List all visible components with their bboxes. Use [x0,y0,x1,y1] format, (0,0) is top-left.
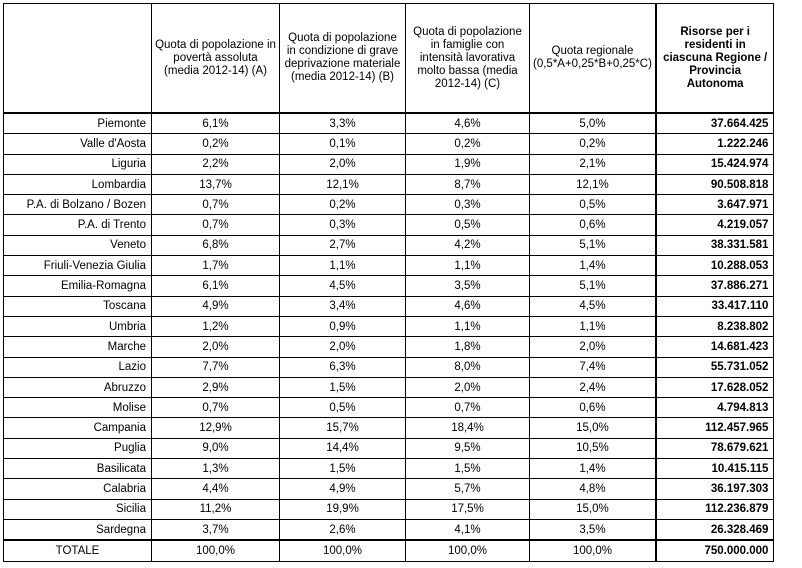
deprivation-b-cell: 6,3% [280,357,406,377]
poverty-a-cell: 1,3% [152,459,280,479]
region-cell: Sardegna [4,519,152,540]
poverty-a-cell: 3,7% [152,519,280,540]
work-intensity-c-cell: 3,5% [406,276,530,296]
poverty-a-cell: 9,0% [152,438,280,458]
resources-cell: 90.508.818 [656,174,774,194]
deprivation-b-cell: 100,0% [280,540,406,561]
deprivation-b-cell: 0,3% [280,215,406,235]
deprivation-b-cell: 2,6% [280,519,406,540]
region-cell: Calabria [4,479,152,499]
table-row [4,377,774,397]
resources-cell: 10.288.053 [656,256,774,276]
region-cell: Campania [4,418,152,438]
resources-cell: 750.000.000 [656,540,774,561]
header-regional-share: Quota regionale (0,5*A+0,25*B+0,25*C) [530,4,656,114]
poverty-a-cell: 13,7% [152,174,280,194]
table-row [4,459,774,479]
regional-share-cell: 1,4% [530,459,656,479]
resources-cell: 4.219.057 [656,215,774,235]
work-intensity-c-cell: 0,5% [406,215,530,235]
region-cell: P.A. di Bolzano / Bozen [4,195,152,215]
resources-cell: 26.328.469 [656,519,774,540]
work-intensity-c-cell: 1,1% [406,316,530,336]
resources-cell: 33.417.110 [656,296,774,316]
regional-share-cell: 7,4% [530,357,656,377]
table-row [4,134,774,154]
deprivation-b-cell: 15,7% [280,418,406,438]
deprivation-b-cell: 19,9% [280,499,406,519]
table-row [4,316,774,336]
poverty-a-cell: 1,2% [152,316,280,336]
deprivation-b-cell: 0,2% [280,195,406,215]
deprivation-b-cell: 0,9% [280,316,406,336]
region-cell: Toscana [4,296,152,316]
work-intensity-c-cell: 4,1% [406,519,530,540]
total-row [4,540,774,561]
resources-table [3,3,774,562]
header-region [4,4,152,114]
resources-cell: 3.647.971 [656,195,774,215]
poverty-a-cell: 6,1% [152,113,280,134]
resources-cell: 17.628.052 [656,377,774,397]
poverty-a-cell: 7,7% [152,357,280,377]
region-cell: Lombardia [4,174,152,194]
regional-share-cell: 100,0% [530,540,656,561]
deprivation-b-cell: 1,5% [280,459,406,479]
resources-cell: 4.794.813 [656,398,774,418]
header-work-intensity-c: Quota di popolazione in famiglie con intensità lavorativa molto bassa (media 2012-14) (C) [406,4,530,114]
poverty-a-cell: 2,9% [152,377,280,397]
work-intensity-c-cell: 4,6% [406,113,530,134]
regional-share-cell: 0,5% [530,195,656,215]
deprivation-b-cell: 0,1% [280,134,406,154]
header-deprivation-b: Quota di popolazione in condizione di grave deprivazione materiale (media 2012-14) (B) [280,4,406,114]
work-intensity-c-cell: 1,1% [406,256,530,276]
resources-cell: 112.236.879 [656,499,774,519]
work-intensity-c-cell: 4,6% [406,296,530,316]
resources-cell: 10.415.115 [656,459,774,479]
header-resources: Risorse per i residenti in ciascuna Regione / Provincia Autonoma [656,4,774,114]
work-intensity-c-cell: 1,9% [406,154,530,174]
work-intensity-c-cell: 100,0% [406,540,530,561]
poverty-a-cell: 0,7% [152,215,280,235]
regional-share-cell: 10,5% [530,438,656,458]
deprivation-b-cell: 2,0% [280,154,406,174]
region-cell: Veneto [4,235,152,255]
region-cell: Emilia-Romagna [4,276,152,296]
table-row [4,337,774,357]
regional-share-cell: 15,0% [530,499,656,519]
regional-share-cell: 4,8% [530,479,656,499]
table-row [4,357,774,377]
table-row [4,296,774,316]
header-row [4,4,774,114]
region-cell: Sicilia [4,499,152,519]
regional-share-cell: 0,6% [530,398,656,418]
poverty-a-cell: 1,7% [152,256,280,276]
poverty-a-cell: 0,7% [152,195,280,215]
table-row [4,438,774,458]
work-intensity-c-cell: 5,7% [406,479,530,499]
work-intensity-c-cell: 2,0% [406,377,530,397]
region-cell: Piemonte [4,113,152,134]
regional-share-cell: 5,1% [530,235,656,255]
deprivation-b-cell: 3,3% [280,113,406,134]
regional-share-cell: 3,5% [530,519,656,540]
regional-share-cell: 1,1% [530,316,656,336]
regional-share-cell: 2,1% [530,154,656,174]
region-cell: Marche [4,337,152,357]
resources-cell: 8.238.802 [656,316,774,336]
work-intensity-c-cell: 0,2% [406,134,530,154]
work-intensity-c-cell: 9,5% [406,438,530,458]
deprivation-b-cell: 2,0% [280,337,406,357]
table-row [4,215,774,235]
deprivation-b-cell: 3,4% [280,296,406,316]
poverty-a-cell: 0,7% [152,398,280,418]
table-row [4,499,774,519]
deprivation-b-cell: 12,1% [280,174,406,194]
region-cell: Puglia [4,438,152,458]
table-row [4,195,774,215]
region-cell: Umbria [4,316,152,336]
poverty-a-cell: 11,2% [152,499,280,519]
regional-share-cell: 12,1% [530,174,656,194]
table-row [4,479,774,499]
work-intensity-c-cell: 0,3% [406,195,530,215]
regional-share-cell: 1,4% [530,256,656,276]
poverty-a-cell: 4,4% [152,479,280,499]
region-cell: Liguria [4,154,152,174]
deprivation-b-cell: 1,1% [280,256,406,276]
header-poverty-a: Quota di popolazione in povertà assoluta (media 2012-14) (A) [152,4,280,114]
resources-cell: 38.331.581 [656,235,774,255]
resources-cell: 55.731.052 [656,357,774,377]
work-intensity-c-cell: 18,4% [406,418,530,438]
region-cell: Lazio [4,357,152,377]
resources-cell: 36.197.303 [656,479,774,499]
poverty-a-cell: 4,9% [152,296,280,316]
regional-share-cell: 0,6% [530,215,656,235]
deprivation-b-cell: 4,9% [280,479,406,499]
regional-share-cell: 5,1% [530,276,656,296]
work-intensity-c-cell: 8,0% [406,357,530,377]
regional-share-cell: 5,0% [530,113,656,134]
table-row [4,418,774,438]
work-intensity-c-cell: 1,8% [406,337,530,357]
table-row [4,256,774,276]
work-intensity-c-cell: 17,5% [406,499,530,519]
region-cell: Friuli-Venezia Giulia [4,256,152,276]
resources-cell: 78.679.621 [656,438,774,458]
deprivation-b-cell: 4,5% [280,276,406,296]
region-cell: Molise [4,398,152,418]
regional-share-cell: 2,4% [530,377,656,397]
table-row [4,154,774,174]
regional-share-cell: 0,2% [530,134,656,154]
poverty-a-cell: 2,2% [152,154,280,174]
region-cell: Basilicata [4,459,152,479]
deprivation-b-cell: 0,5% [280,398,406,418]
table-row [4,276,774,296]
deprivation-b-cell: 14,4% [280,438,406,458]
region-cell: Abruzzo [4,377,152,397]
table-row [4,235,774,255]
work-intensity-c-cell: 8,7% [406,174,530,194]
poverty-a-cell: 100,0% [152,540,280,561]
resources-cell: 1.222.246 [656,134,774,154]
region-cell: TOTALE [4,540,152,561]
table-row [4,174,774,194]
table-row [4,519,774,540]
deprivation-b-cell: 2,7% [280,235,406,255]
resources-cell: 112.457.965 [656,418,774,438]
resources-cell: 15.424.974 [656,154,774,174]
poverty-a-cell: 12,9% [152,418,280,438]
work-intensity-c-cell: 4,2% [406,235,530,255]
regional-share-cell: 4,5% [530,296,656,316]
region-cell: Valle d'Aosta [4,134,152,154]
poverty-a-cell: 2,0% [152,337,280,357]
regional-share-cell: 2,0% [530,337,656,357]
deprivation-b-cell: 1,5% [280,377,406,397]
poverty-a-cell: 0,2% [152,134,280,154]
poverty-a-cell: 6,1% [152,276,280,296]
work-intensity-c-cell: 0,7% [406,398,530,418]
resources-cell: 14.681.423 [656,337,774,357]
resources-cell: 37.664.425 [656,113,774,134]
poverty-a-cell: 6,8% [152,235,280,255]
region-cell: P.A. di Trento [4,215,152,235]
work-intensity-c-cell: 1,5% [406,459,530,479]
resources-cell: 37.886.271 [656,276,774,296]
table-row [4,113,774,134]
table-row [4,398,774,418]
regional-share-cell: 15,0% [530,418,656,438]
